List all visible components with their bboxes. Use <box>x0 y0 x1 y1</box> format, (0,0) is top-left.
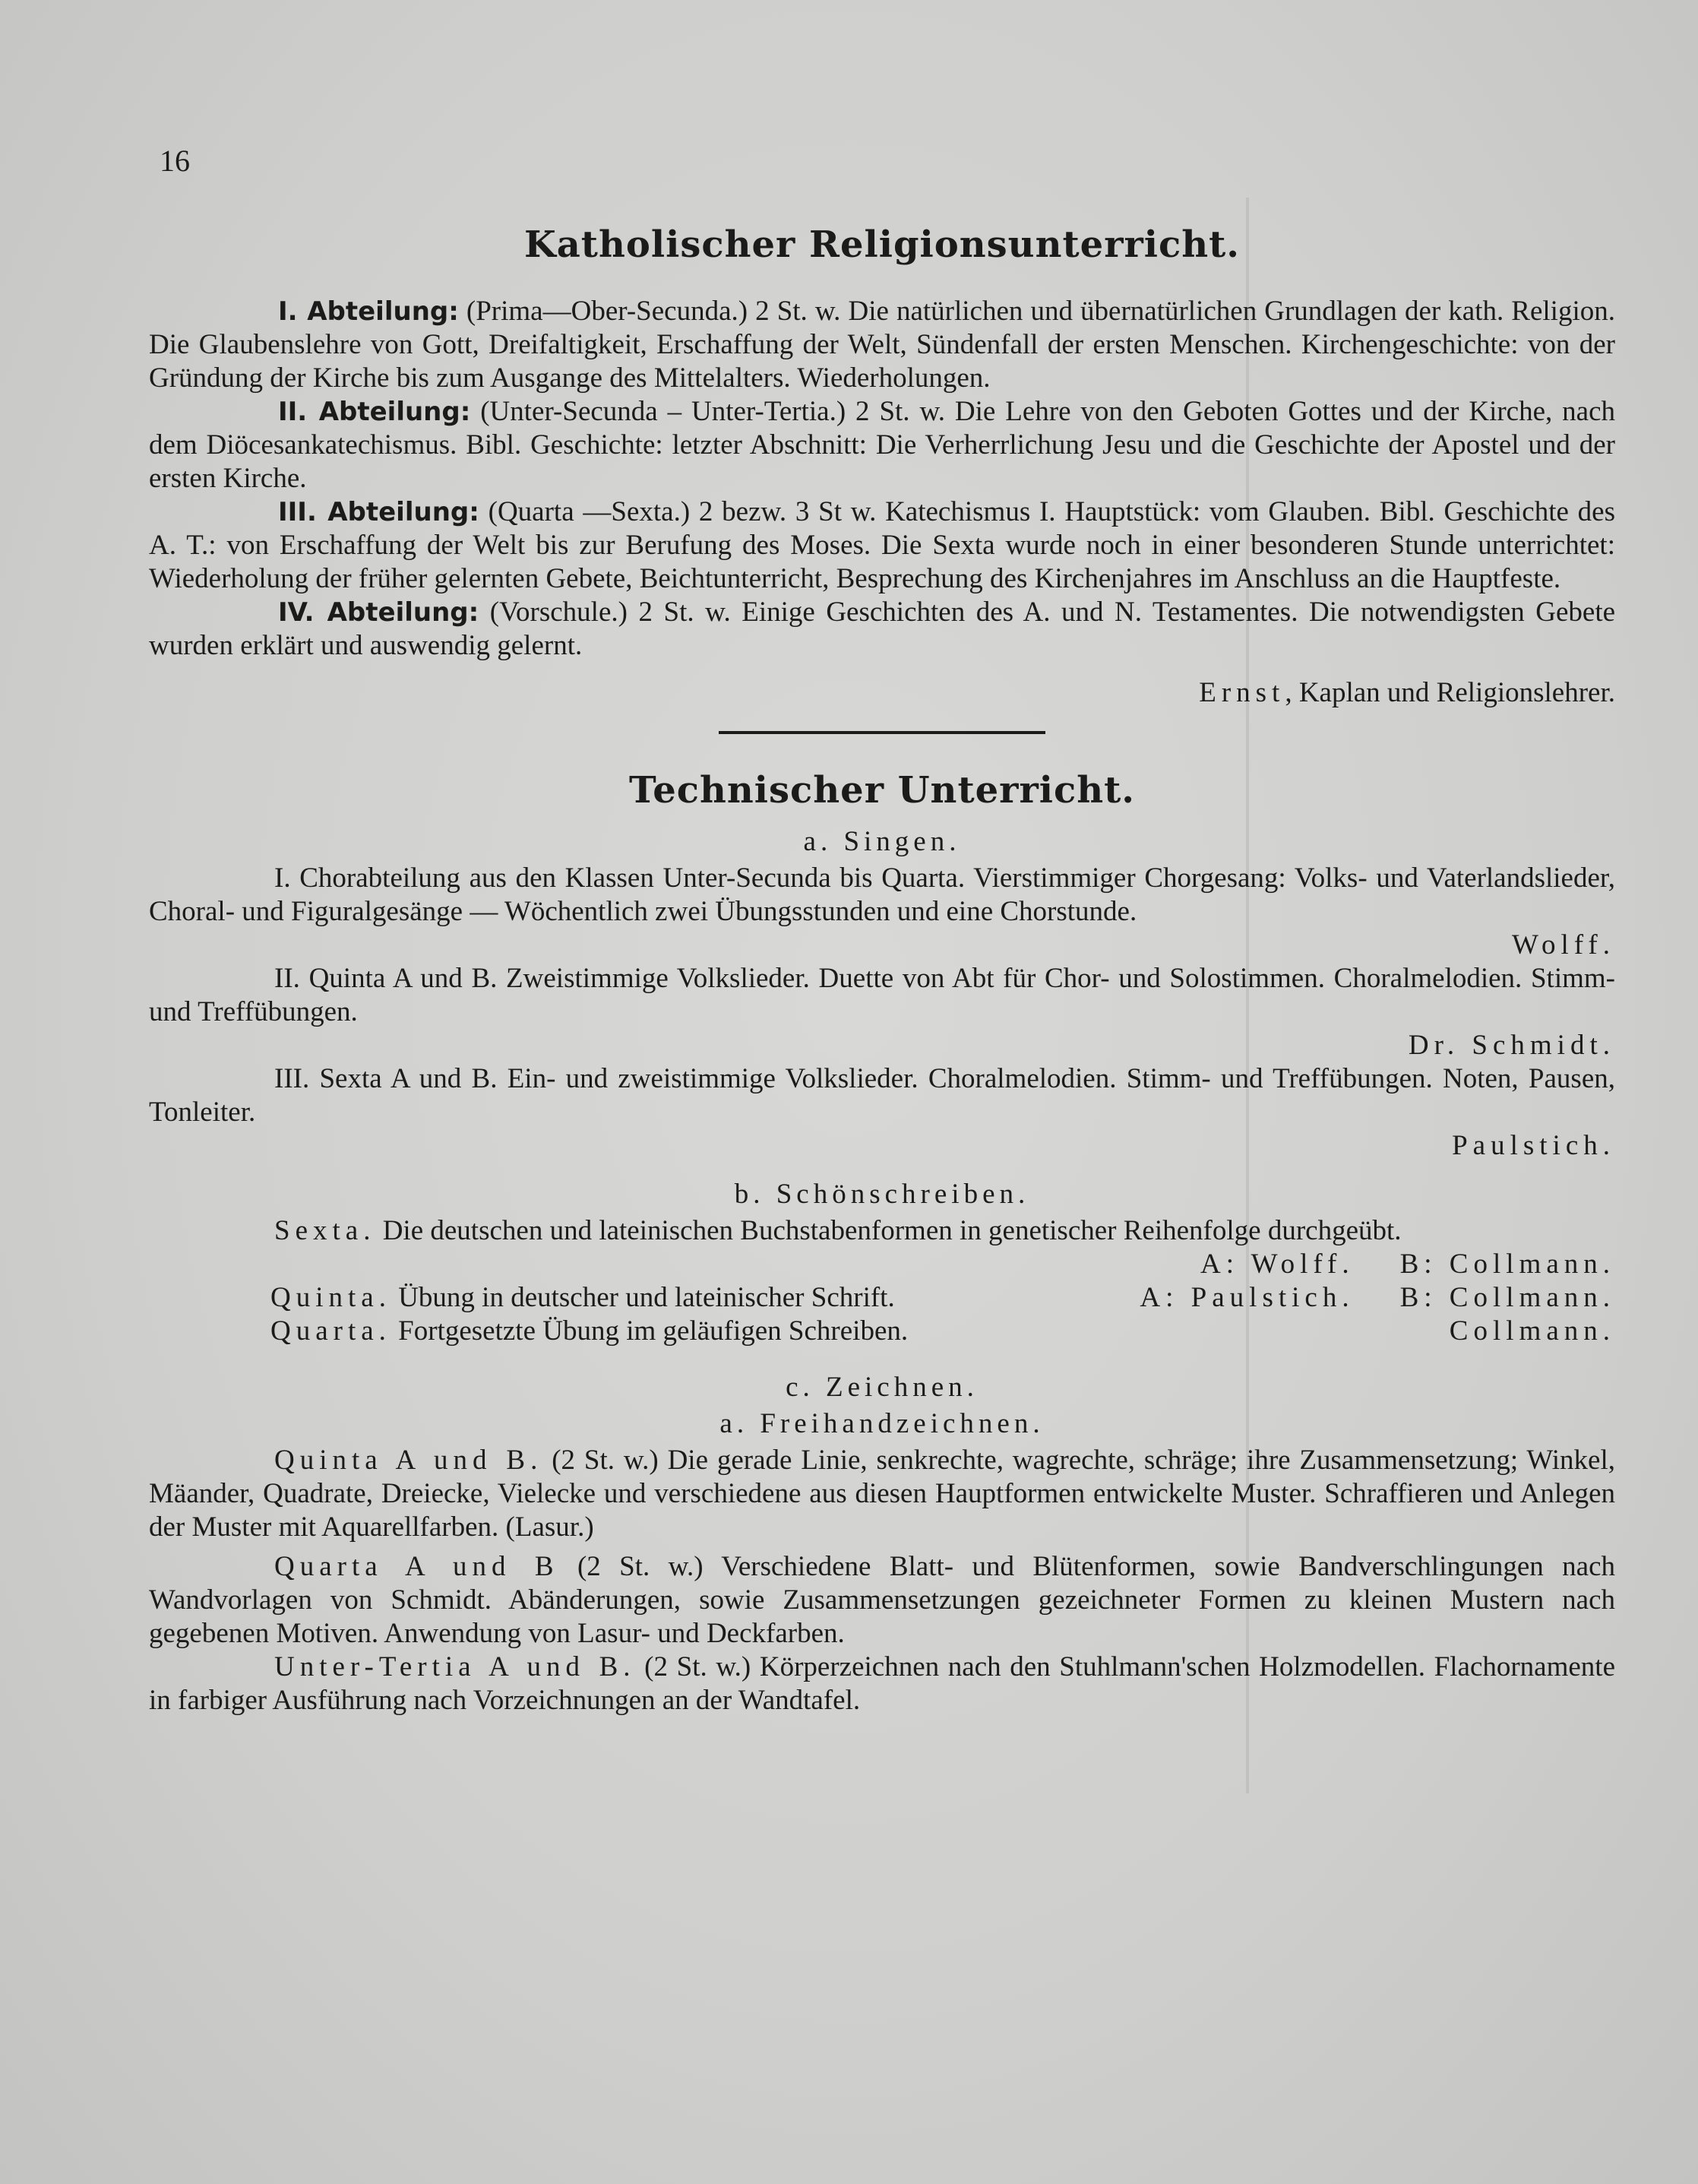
abteilung-4-label: IV. Abteilung: <box>278 597 479 628</box>
schoen-quinta <box>149 1281 1615 1315</box>
freihand-heading: a. Freihandzeichnen. <box>719 1408 1045 1439</box>
catholic-teacher-role: , Kaplan und Religionslehrer. <box>1285 677 1615 708</box>
schoen-quinta-teacher-a: A: Paulstich. <box>1140 1282 1355 1313</box>
schoen-sexta <box>149 1214 1615 1248</box>
zeichnen-quarta-text: (2 St. w.) Verschiedene Blatt- und Blütenformen, sowie Bandverschlingungen nach Wandvorlagen von Schmidt. Abänderungen, sowie Zusammensetzungen gezeichneter Formen zu kleinen Mustern nach gegebenen Motiven. Anwendung von Lasur- und Deckfarben. <box>149 1551 1616 1649</box>
catholic-abteilung-2 <box>149 395 1615 495</box>
page-number: 16 <box>160 144 190 178</box>
schoen-quinta-teacher-b: B: Collmann. <box>1399 1282 1615 1313</box>
schoen-quinta-text: Übung in deutscher und lateinischer Schrift. <box>398 1282 895 1313</box>
singen-3-teacher: Paulstich. <box>1452 1130 1615 1161</box>
abteilung-3-label: III. Abteilung: <box>278 497 479 527</box>
abteilung-3-text: (Quarta —Sexta.) 2 bezw. 3 St w. Katechismus I. Hauptstück: vom Glauben. Bibl. Geschichte des A. T.: von Erschaffung der Welt bis zur Berufung des Moses. Die Sexta wurde noch in einer besonderen Stunde unterrichtet: Wiederholung der früher gelernten Gebete, Beichtunterricht, Besprechung des Kirchenjahres im Anschluss an die Hauptfeste. <box>149 496 1616 594</box>
schoen-sexta-teacher-a: A: Wolff. <box>1200 1249 1355 1280</box>
singen-1-teacher: Wolff. <box>1512 929 1615 961</box>
singen-quinta: II. Quinta A und B. Zweistimmige Volkslieder. Duette von Abt für Chor- und Solostimmen. Choralmelodien. Stimm- und Treffübungen. <box>149 963 1615 1027</box>
singen-2-teacher: Dr. Schmidt. <box>1408 1030 1615 1061</box>
schoen-quarta-label: Quarta. <box>270 1315 391 1347</box>
singen-sexta: III. Sexta A und B. Ein- und zweistimmige Volkslieder. Choralmelodien. Stimm- und Treffübungen. Noten, Pausen, Tonleiter. <box>149 1063 1615 1128</box>
schoen-quarta-text: Fortgesetzte Übung im geläufigen Schreiben. <box>398 1315 909 1347</box>
singen-chorabteilung: I. Chorabteilung aus den Klassen Unter-Secunda bis Quarta. Vierstimmiger Chorgesang: Volks- und Vaterlandslieder, Choral- und Figuralgesänge — Wöchentlich zwei Übungsstunden und eine Chorstunde. <box>149 863 1615 927</box>
zeichnen-quinta-text: (2 St. w.) Die gerade Linie, senkrechte, wagrechte, schräge; ihre Zusammensetzung; Winkel, Mäander, Quadrate, Dreiecke, Vielecke und verschiedene aus diesen Hauptformen entwickelte Muster. Schraffieren und Anlegen der Muster mit Aquarellfarben. (Lasur.) <box>149 1445 1615 1543</box>
catholic-teacher-signature <box>149 676 1615 710</box>
singen-heading: a. Singen. <box>803 826 961 857</box>
schoen-quinta-label: Quinta. <box>270 1282 391 1313</box>
abteilung-4-text: (Vorschule.) 2 St. w. Einige Geschichten des A. und N. Testamentes. Die notwendigsten Gebete wurden erklärt und auswendig gelernt. <box>149 597 1616 661</box>
zeichnen-quinta <box>149 1444 1615 1544</box>
zeichnen-unter-tertia-label: Unter-Tertia A und B. <box>274 1651 636 1682</box>
abteilung-1-text: (Prima—Ober-Secunda.) 2 St. w. Die natürlichen und übernatürlichen Grundlagen der kath. Religion. Die Glaubenslehre von Gott, Dreifaltigkeit, Erschaffung der Welt, Sündenfall der ersten Menschen. Kirchengeschichte: von der Gründung der Kirche bis zum Ausgange des Mittelalters. Wiederholungen. <box>149 296 1615 394</box>
catholic-section-title: Katholischer Religionsunterricht. <box>523 223 1241 266</box>
catholic-teacher-name: Ernst <box>1199 677 1285 708</box>
page-content <box>149 137 1615 1717</box>
technical-section-title: Technischer Unterricht. <box>629 769 1135 812</box>
catholic-abteilung-3 <box>149 495 1615 596</box>
schoenschreiben-heading: b. Schönschreiben. <box>734 1179 1030 1210</box>
zeichnen-quinta-label: Quinta A und B. <box>274 1445 543 1476</box>
abteilung-2-text: (Unter-Secunda – Unter-Tertia.) 2 St. w. Die Lehre von den Geboten Gottes und der Kirche, nach dem Diöcesankatechismus. Bibl. Geschichte: letzter Abschnitt: Die Verherrlichung Jesu und die Geschichte der Apostel und der ersten Kirche. <box>149 396 1616 494</box>
catholic-abteilung-1 <box>149 295 1615 395</box>
zeichnen-unter-tertia <box>149 1651 1615 1717</box>
abteilung-1-label: I. Abteilung: <box>278 296 459 327</box>
zeichnen-quarta-label: Quarta A und B <box>274 1551 559 1582</box>
catholic-abteilung-4 <box>149 596 1615 663</box>
section-divider <box>719 731 1045 734</box>
zeichnen-quarta <box>149 1550 1615 1651</box>
abteilung-2-label: II. Abteilung: <box>278 397 471 427</box>
schoen-sexta-teachers <box>149 1248 1615 1281</box>
zeichnen-unter-tertia-text: (2 St. w.) Körperzeichnen nach den Stuhlmann'schen Holzmodellen. Flachornamente in farbiger Ausführung nach Vorzeichnungen an der Wandtafel. <box>149 1651 1616 1716</box>
zeichnen-heading: c. Zeichnen. <box>786 1372 979 1403</box>
schoen-quarta-teacher: Collmann. <box>1449 1315 1615 1347</box>
schoen-sexta-teacher-b: B: Collmann. <box>1399 1249 1615 1280</box>
schoen-sexta-label: Sexta. <box>274 1215 376 1246</box>
schoen-quarta <box>149 1315 1615 1348</box>
schoen-sexta-text: Die deutschen und lateinischen Buchstabenformen in genetischer Reihenfolge durchgeübt. <box>382 1215 1402 1246</box>
